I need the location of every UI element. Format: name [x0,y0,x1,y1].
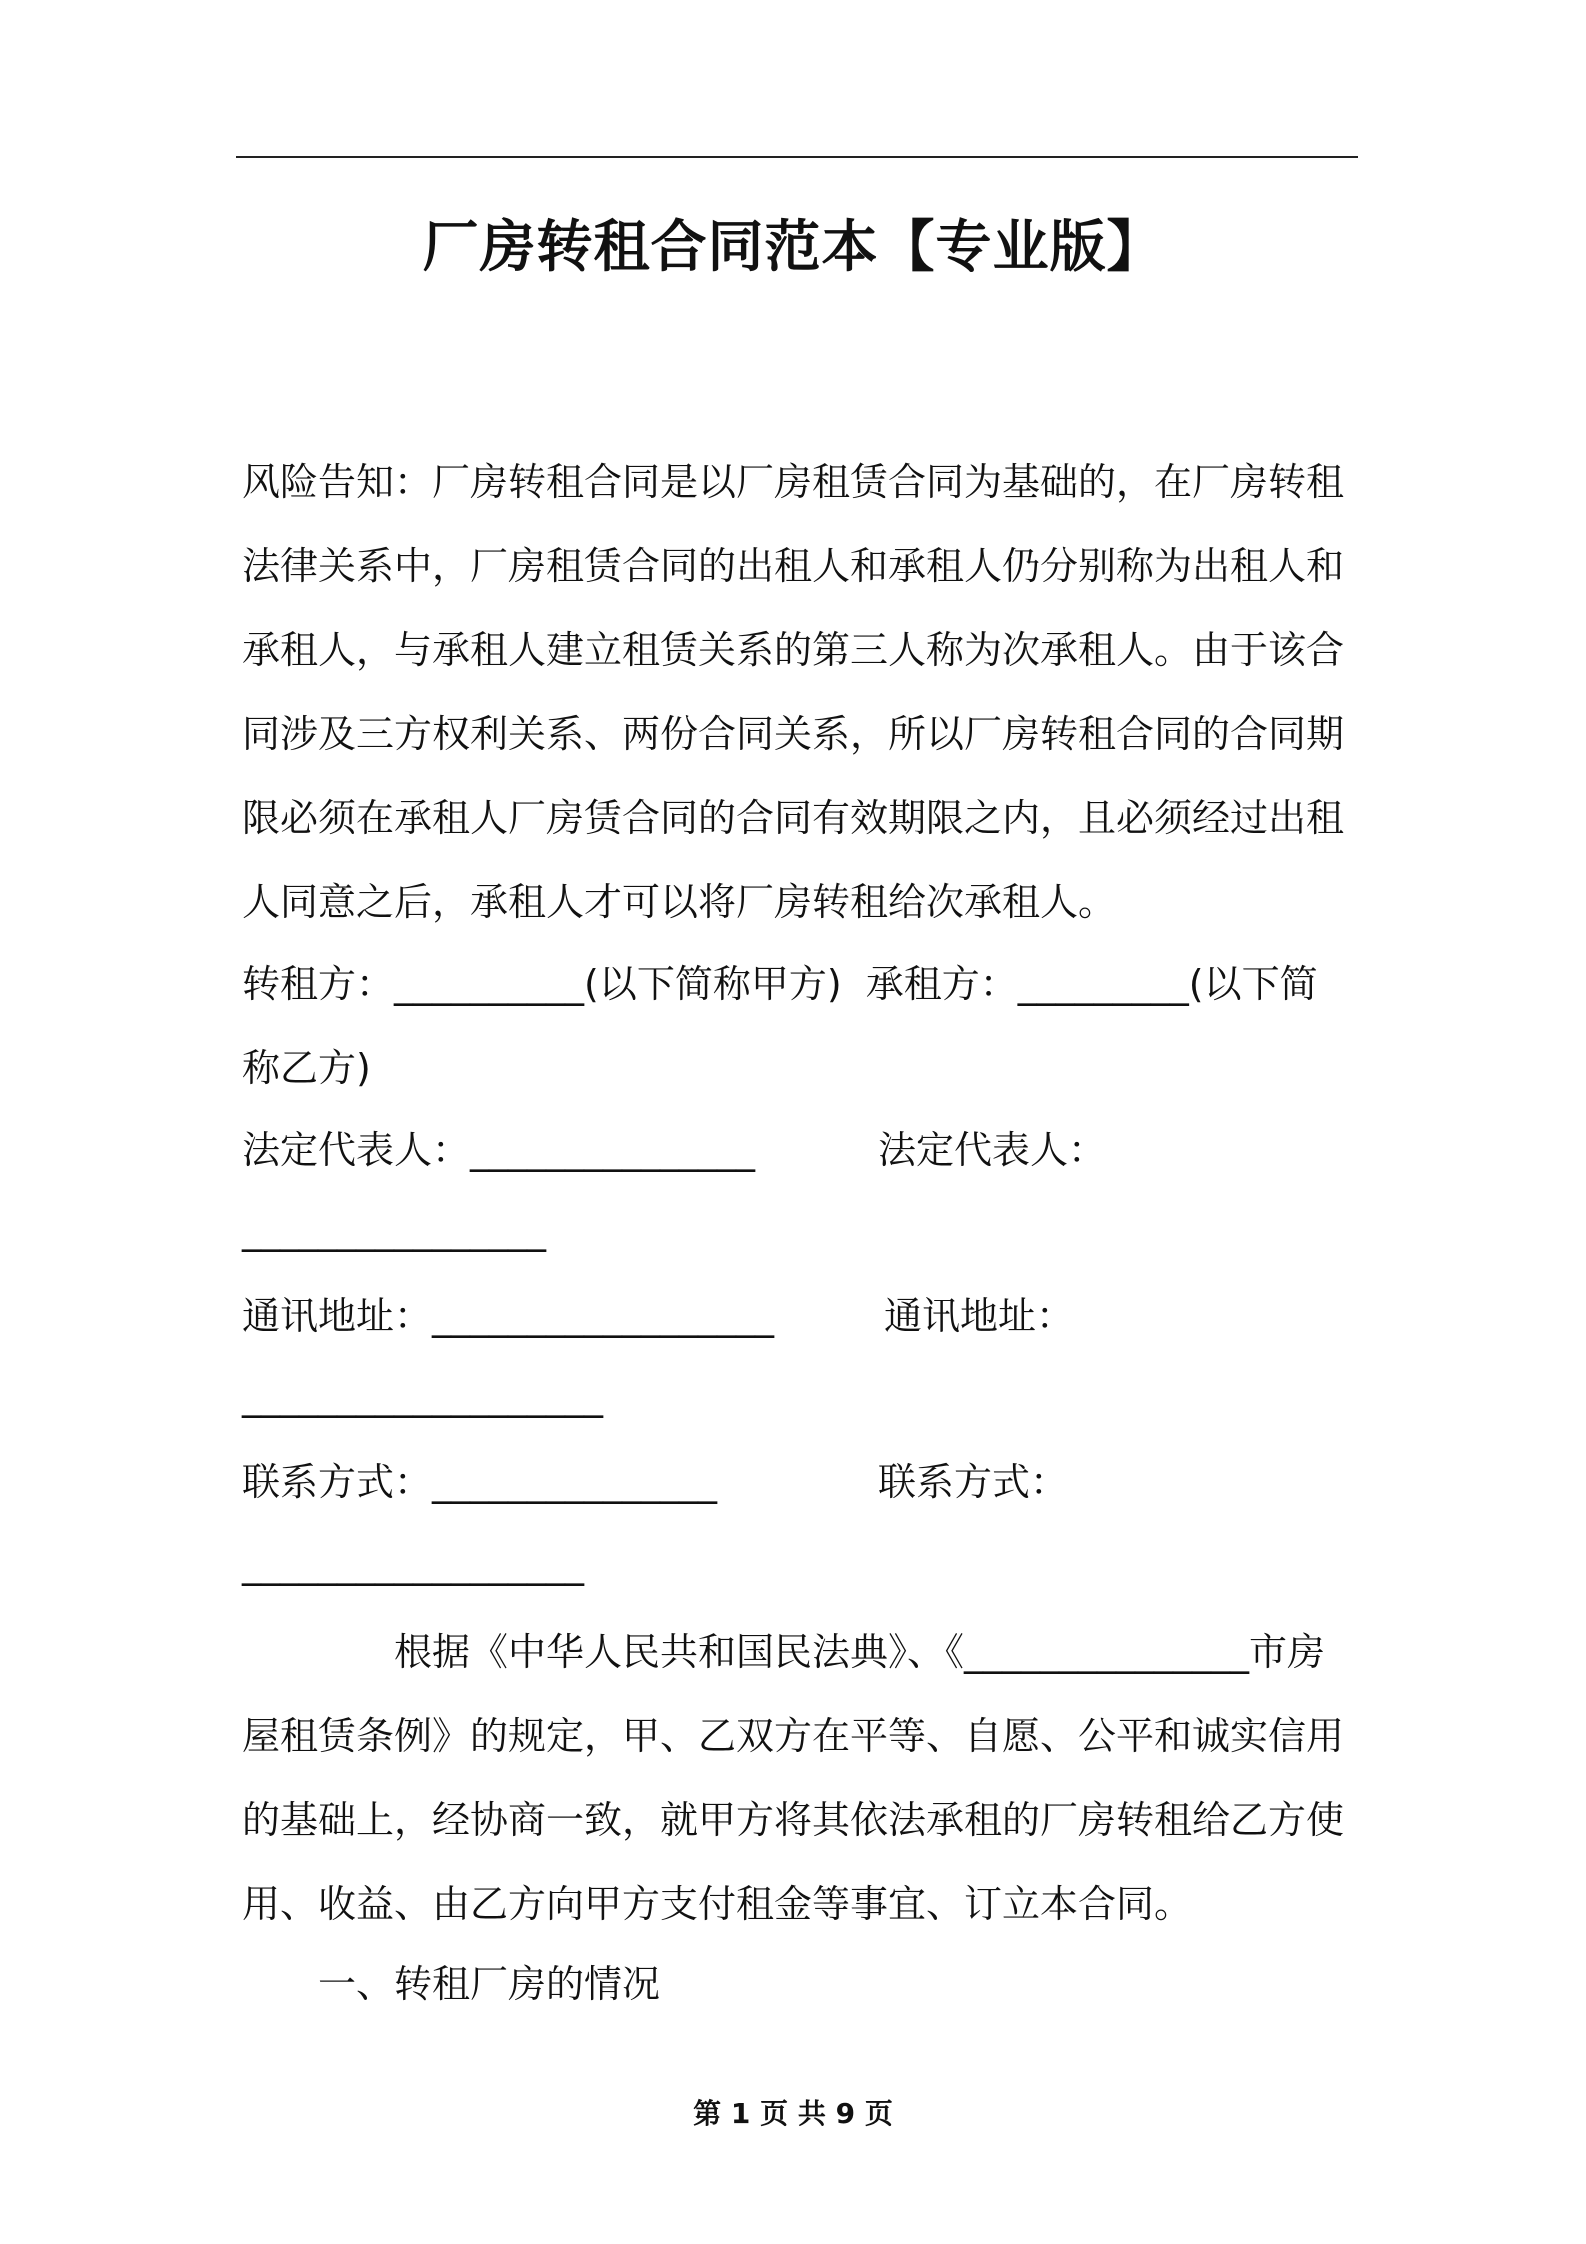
lessor-contact-field: 联系方式：_______________ [242,1460,718,1504]
lessee-contact-label: 联系方式： [878,1460,1069,1504]
lessee-contact-blank: __________________ [242,1542,584,1586]
lessor-address-field: 通讯地址：__________________ [242,1294,775,1338]
parties-line-1: 转租方：__________(以下简称甲方) 承租方：_________(以下简 [242,962,1318,1006]
document-title: 厂房转租合同范本【专业版】 [422,215,1164,280]
lessee-address-label: 通讯地址： [884,1294,1075,1338]
lessor-representative-field: 法定代表人：_______________ [242,1128,756,1172]
lessee-address-blank: ___________________ [242,1374,603,1418]
parties-line-2: 称乙方) [242,1046,371,1090]
page-number-footer: 第 1 页 共 9 页 [693,2097,893,2130]
section-1-heading: 一、转租厂房的情况 [318,1962,661,2006]
legal-basis-paragraph: 根据《中华人民共和国民法典》、《_______________市房屋租赁条例》的规定，甲、乙双方在平等、自愿、公平和诚实信用的基础上，经协商一致，就甲方将其依法承租的厂房转租给乙方使用、收益、由乙方向甲方支付租金等事宜、订立本合同。 [242,1630,1345,1926]
lessee-representative-blank: ________________ [242,1208,546,1252]
lessee-representative-label: 法定代表人： [878,1128,1107,1172]
risk-notice-paragraph: 风险告知：厂房转租合同是以厂房租赁合同为基础的，在厂房转租法律关系中，厂房租赁合同的出租人和承租人仍分别称为出租人和承租人，与承租人建立租赁关系的第三人称为次承租人。由于该合同涉及三方权利关系、两份合同关系，所以厂房转租合同的合同期限必须在承租人厂房赁合同的合同有效期限之内，且必须经过出租人同意之后，承租人才可以将厂房转租给次承租人。 [242,460,1345,924]
header-rule [236,156,1358,158]
